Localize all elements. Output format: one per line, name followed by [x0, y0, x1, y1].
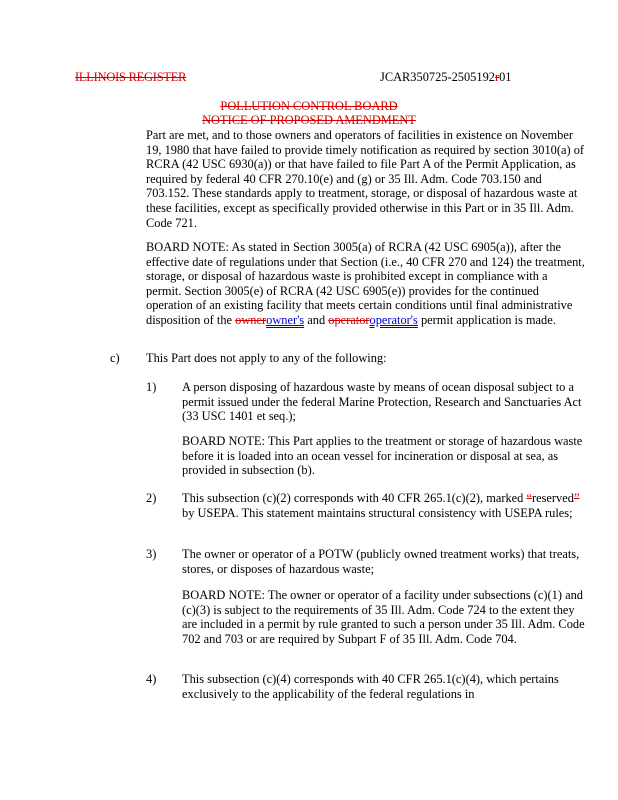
deleted-owner: owner	[235, 312, 267, 327]
item-2-post: by USEPA. This statement maintains structural consistency with USEPA rules;	[182, 505, 573, 520]
deleted-quote-open: “	[526, 491, 532, 505]
jcar-prefix: JCAR350725-2505192	[380, 70, 495, 84]
jcar-suffix: 01	[499, 70, 512, 84]
jcar-reference	[380, 70, 512, 85]
conjunction: and	[304, 312, 329, 327]
deleted-operator: operator	[328, 312, 370, 327]
jcar-deleted-char: r	[494, 70, 500, 84]
inserted-owner: owner's	[266, 312, 305, 327]
board-title: POLLUTION CONTROL BOARD	[220, 99, 398, 113]
item-3-board-note: BOARD NOTE: The owner or operator of a facility under subsections (c)(1) and (c)(3) is subject to the requirements of 35 Ill. Adm. Code 724 to the extent they are included in a permit by rule granted to such a person under 35 Ill. Adm. Code 702 and 703 or are required by Subpart F of 35 Ill. Adm. Code 704.	[182, 588, 585, 646]
deleted-quote-close: ”	[573, 491, 580, 505]
item-1-number: 1)	[146, 380, 157, 394]
item-4-text: This subsection (c)(4) corresponds with 40 CFR 265.1(c)(4), which pertains exclusively to the applicability of the federal regulations in	[182, 672, 559, 701]
item-2-text	[182, 491, 586, 520]
board-note-1-text: BOARD NOTE: As stated in Section 3005(a) of RCRA (42 USC 6905(a)), after the effective date of regulations under that Section (i.e., 40 CFR 270 and 124) the treatment, storage, or disposal of hazardous waste is prohibited except in compliance with a permit. Section 3005(e) of RCRA (42 USC 6905(e)) provides for the continued operation of an existing facility that meets certain conditions until final administrative disposition of the	[146, 240, 585, 327]
item-4-number: 4)	[146, 672, 157, 686]
register-header: ILLINOIS REGISTER	[75, 70, 187, 84]
intro-paragraph: Part are met, and to those owners and operators of facilities in existence on November 19, 1980 that have failed to provide timely notification as required by section 3010(a) of RCRA (42 USC 6930(a)) or that have failed to file Part A of the Permit Application, as required by federal 40 CFR 270.10(e) and (g) or 35 Ill. Adm. Code 703.150 and 703.152. These standards apply to treatment, storage, or disposal of hazardous waste at these facilities, except as specifically provided otherwise in this Part or in 35 Ill. Adm. Code 721.	[146, 128, 585, 230]
notice-title: NOTICE OF PROPOSED AMENDMENT	[202, 113, 416, 127]
board-note-1	[146, 240, 586, 328]
item-1-text: A person disposing of hazardous waste by means of ocean disposal subject to a permit issued under the federal Marine Protection, Research and Sanctuaries Act (33 USC 1401 et seq.);	[182, 380, 582, 424]
board-note-1-end: permit application is made.	[417, 312, 556, 327]
subsection-c-text: This Part does not apply to any of the following:	[146, 351, 387, 365]
reserved-word: reserved	[531, 491, 574, 505]
inserted-operator: operator's	[369, 312, 418, 327]
subsection-c-label: c)	[110, 351, 120, 365]
item-2-pre: This subsection (c)(2) corresponds with 40 CFR 265.1(c)(2), marked	[182, 491, 527, 505]
item-3-number: 3)	[146, 547, 157, 561]
item-1-board-note: BOARD NOTE: This Part applies to the treatment or storage of hazardous waste before it is loaded into an ocean vessel for incineration or disposal at sea, as provided in subsection (b).	[182, 434, 583, 478]
item-2-number: 2)	[146, 491, 157, 505]
item-3-text: The owner or operator of a POTW (publicly owned treatment works) that treats, stores, or disposes of hazardous waste;	[182, 547, 580, 576]
